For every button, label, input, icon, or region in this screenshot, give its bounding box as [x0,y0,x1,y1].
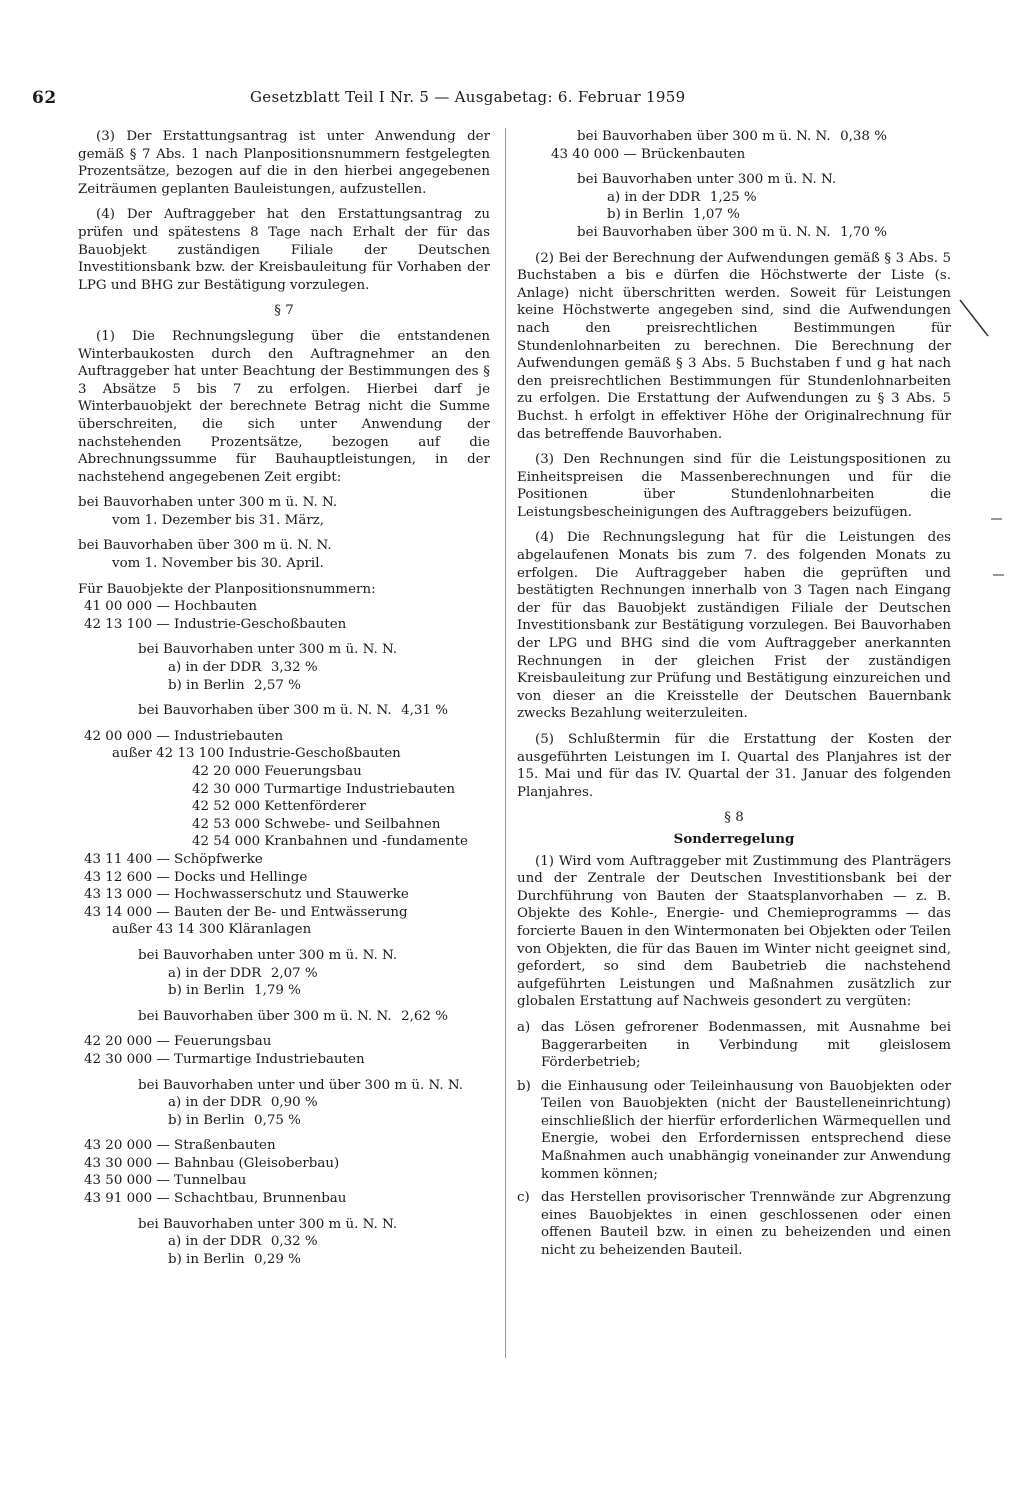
rate-value: 1,70 % [840,224,887,240]
rate-condition: bei Bauvorhaben über 300 m ü. N. N. [577,129,831,144]
rate-value: 1,25 % [709,189,757,205]
period-over-line-2: vom 1. November bis 30. April. [112,556,324,572]
list-item-label: c) [517,1190,530,1206]
list-item [517,1019,951,1072]
period-over-line-1: bei Bauvorhaben über 300 m ü. N. N. [78,538,332,554]
positions-intro: Für Bauobjekte der Planpositionsnummern: [78,581,376,597]
period-under [78,494,490,529]
paragraph-3: (3) Der Erstattungsantrag ist unter Anwendung der gemäß § 7 Abs. 1 nach Planpositionsnummern festgelegten Prozentsätze, bezogen auf die in den hierbei angegebenen Zeiträumen geplanten Bauleistungen, aufzustellen. [78,129,490,197]
list-item-text: das Lösen gefrorener Bodenmassen, mit Ausnahme bei Baggerarbeiten in Verbindung mit gleislosem Förderbetrieb; [541,1019,951,1071]
rate-label: b) in Berlin [607,207,684,223]
running-head: Gesetzblatt Teil I Nr. 5 — Ausgabetag: 6. Februar 1959 [250,88,686,106]
section-8-paragraph-1: (1) Wird vom Auftraggeber mit Zustimmung des Planträgers und der Zentrale der Deutschen Investitionsbank bei der Durchführung von Bauten der Staatsplanvorhaben — z. B. Objekte des Kohle-, Energie- und Chemieprogramms — das forcierte Bauen in den Wintermonaten bei Objekten oder Teilen von Objekten, die für das Bauen im Winter nicht geeignet sind, gefordert, so sind dem Baubetrieb die nachstehend aufgeführten Leistungen und Maßnahmen zusätzlich zur globalen Erstattung auf Nachweis gesondert zu vergüten: [517,853,951,1010]
rate-value: 2,57 % [254,677,301,693]
rate-condition: bei Bauvorhaben unter 300 m ü. N. N. [138,947,398,963]
rate-condition: bei Bauvorhaben unter und über 300 m ü. N. N. [138,1077,463,1093]
rate-value: 0,38 % [840,129,887,144]
rate-label: a) in der DDR [168,1234,262,1250]
rate-value: 4,31 % [401,703,448,719]
exclusion-item: 42 53 000 Schwebe- und Seilbahnen [192,816,441,832]
rate-condition: bei Bauvorhaben unter 300 m ü. N. N. [138,642,398,658]
rate-condition: bei Bauvorhaben über 300 m ü. N. N. [138,1008,392,1024]
rate-value: 0,32 % [270,1234,318,1250]
list-item-label: a) [517,1019,531,1035]
rate-value: 2,62 % [401,1008,448,1024]
exclusion-item: außer 43 14 300 Kläranlagen [112,922,312,938]
rate-label: a) in der DDR [168,965,262,981]
position-item: 42 20 000 — Feuerungsbau [84,1034,272,1050]
rate-label: a) in der DDR [168,1095,262,1111]
column-divider [505,128,506,1358]
rate-label: b) in Berlin [168,1251,245,1267]
rate-value: 0,29 % [254,1251,301,1267]
rate-value: 3,32 % [270,660,318,676]
section-7-paragraph-2: (2) Bei der Berechnung der Aufwendungen gemäß § 3 Abs. 5 Buchstaben a bis e dürfen die Höchstwerte der Liste (s. Anlage) nicht überschritten werden. Soweit für Leistungen keine Höchstwerte angegeben sind, sind die Aufwendungen nach den preisrechtlichen Bestimmungen für Stundenlohnarbeiten zu berechnen. Die Berechnung der Aufwendungen gemäß § 3 Abs. 5 Buchstaben f und g hat nach den preisrechtlichen Bestimmungen für Stundenlohnarbeiten zu erfolgen. Die Erstattung der Aufwendungen zu § 3 Abs. 5 Buchst. h erfolgt in effektiver Höhe der Originalrechnung für das betreffende Bauvorhaben. [517,250,951,442]
position-item: 42 30 000 — Turmartige Industriebauten [84,1051,365,1067]
period-under-line-2: vom 1. Dezember bis 31. März, [112,512,325,528]
margin-dash-mark [992,572,1006,578]
rate-value: 0,90 % [270,1095,318,1111]
position-item: 43 40 000 — Brückenbauten [551,146,746,162]
position-item: 42 13 100 — Industrie-Geschoßbauten [84,616,347,632]
page-number: 62 [32,88,57,108]
rate-label: a) in der DDR [168,660,262,676]
section-7-paragraph-3: (3) Den Rechnungen sind für die Leistungspositionen zu Einheitspreisen die Massenberechnungen und für die Positionen über Stundenlohnarbeiten die Leistungsbescheinigungen des Auftraggebers beizufügen. [517,452,951,520]
rate-label: b) in Berlin [168,677,245,693]
list-item-text: das Herstellen provisorischer Trennwände zur Abgrenzung eines Bauobjektes in einen geschlossenen oder einen offenen Bauteil bzw. in einen zu beheizenden und einen nicht zu beheizenden Bauteil. [541,1190,951,1259]
exclusion-label: außer [112,746,152,762]
margin-stroke-mark [958,298,992,340]
section-7-paragraph-1: (1) Die Rechnungslegung über die entstandenen Winterbaukosten durch den Auftragnehmer an den Auftraggeber hat unter Beachtung der Bestimmungen des § 3 Absätze 5 bis 7 zu erfolgen. Hierbei darf je Winterbauobjekt der berechnete Betrag nicht die Summe überschreiten, die sich unter Anwendung der nachstehenden Prozentsätze, bezogen auf die Abrechnungssumme für Bauhauptleistungen, in der nachstehend angegebenen Zeit ergibt: [78,328,490,485]
exclusion-item: 42 52 000 Kettenförderer [192,799,366,815]
rate-value: 1,79 % [254,983,301,999]
position-item: 43 13 000 — Hochwasserschutz und Stauwerke [84,887,409,903]
rate-value: 1,07 % [693,207,740,223]
period-under-line-1: bei Bauvorhaben unter 300 m ü. N. N. [78,495,338,511]
rate-condition: bei Bauvorhaben über 300 m ü. N. N. [138,703,392,719]
rate-label: a) in der DDR [607,189,701,205]
position-item: 43 20 000 — Straßenbauten [84,1138,276,1154]
left-column [78,128,490,1268]
exclusion-item: 42 30 000 Turmartige Industriebauten [192,781,455,797]
position-item: 43 12 600 — Docks und Hellinge [84,869,308,885]
rate-condition: bei Bauvorhaben unter 300 m ü. N. N. [138,1216,398,1232]
position-item: 43 91 000 — Schachtbau, Brunnenbau [84,1191,347,1207]
list-item-label: b) [517,1078,531,1094]
period-over [78,537,490,572]
exclusion-item: 42 20 000 Feuerungsbau [192,764,362,779]
margin-dash-mark [990,516,1004,522]
list-item [517,1078,951,1184]
exclusion-item: 42 13 100 Industrie-Geschoßbauten [156,746,401,762]
list-item-text: die Einhausung oder Teileinhausung von Bauobjekten oder Teilen von Bauobjekten (nicht der Baustelleneinrichtung) einschließlich der hierfür erforderlichen Wärmequellen und Energie, wobei den Erfordernissen entsprechend diese Maßnahmen auch unabhängig voneinander zur Anwendung kommen können; [541,1078,951,1182]
list-item [517,1189,951,1259]
position-item: 43 11 400 — Schöpfwerke [84,851,263,867]
rate-condition: bei Bauvorhaben unter 300 m ü. N. N. [577,172,837,188]
position-item: 43 14 000 — Bauten der Be- und Entwässerung [84,904,408,920]
position-item: 41 00 000 — Hochbauten [84,599,258,615]
section-7-paragraph-5: (5) Schlußtermin für die Erstattung der Kosten der ausgeführten Leistungen im I. Quartal des Planjahres ist der 15. Mai und für das IV. Quartal der 31. Januar des folgenden Planjahres. [517,732,951,800]
position-item: 43 50 000 — Tunnelbau [84,1173,247,1189]
paragraph-4: (4) Der Auftraggeber hat den Erstattungsantrag zu prüfen und spätestens 8 Tage nach Erhalt der für das Bauobjekt zuständigen Filiale der Deutschen Investitionsbank bzw. der Kreisbauleitung für Vorhaben der LPG und BHG zur Bestätigung vorzulegen. [78,207,490,293]
section-8-subheading: Sonderregelung [673,830,795,847]
rate-label: b) in Berlin [168,1112,245,1128]
rate-value: 2,07 % [270,965,318,981]
rate-label: b) in Berlin [168,983,245,999]
rate-condition: bei Bauvorhaben über 300 m ü. N. N. [577,224,831,240]
position-item: 42 00 000 — Industriebauten [84,728,284,744]
section-7-heading: § 7 [274,303,294,319]
right-column [517,128,951,1266]
rate-value: 0,75 % [254,1112,301,1128]
section-8-heading: § 8 [724,810,744,826]
section-7-paragraph-4: (4) Die Rechnungslegung hat für die Leistungen des abgelaufenen Monats bis zum 7. des folgenden Monats zu erfolgen. Die Auftraggeber haben die geprüften und bestätigten Rechnungen innerhalb von 3 Tagen nach Eingang der für das Bauobjekt zuständigen Filiale der Deutschen Investitionsbank zur Bestätigung vorzulegen. Bei Bauvorhaben der LPG und BHG sind die vom Auftraggeber anerkannten Rechnungen in der gleichen Frist der zuständigen Kreisbauleitung zur Prüfung und Bestätigung einzureichen und von dieser an die Kreisstelle der Deutschen Bauernbank zwecks Bezahlung weiterzuleiten. [517,530,951,722]
exclusion-item: 42 54 000 Kranbahnen und -fundamente [192,834,468,850]
position-item: 43 30 000 — Bahnbau (Gleisoberbau) [84,1155,340,1171]
